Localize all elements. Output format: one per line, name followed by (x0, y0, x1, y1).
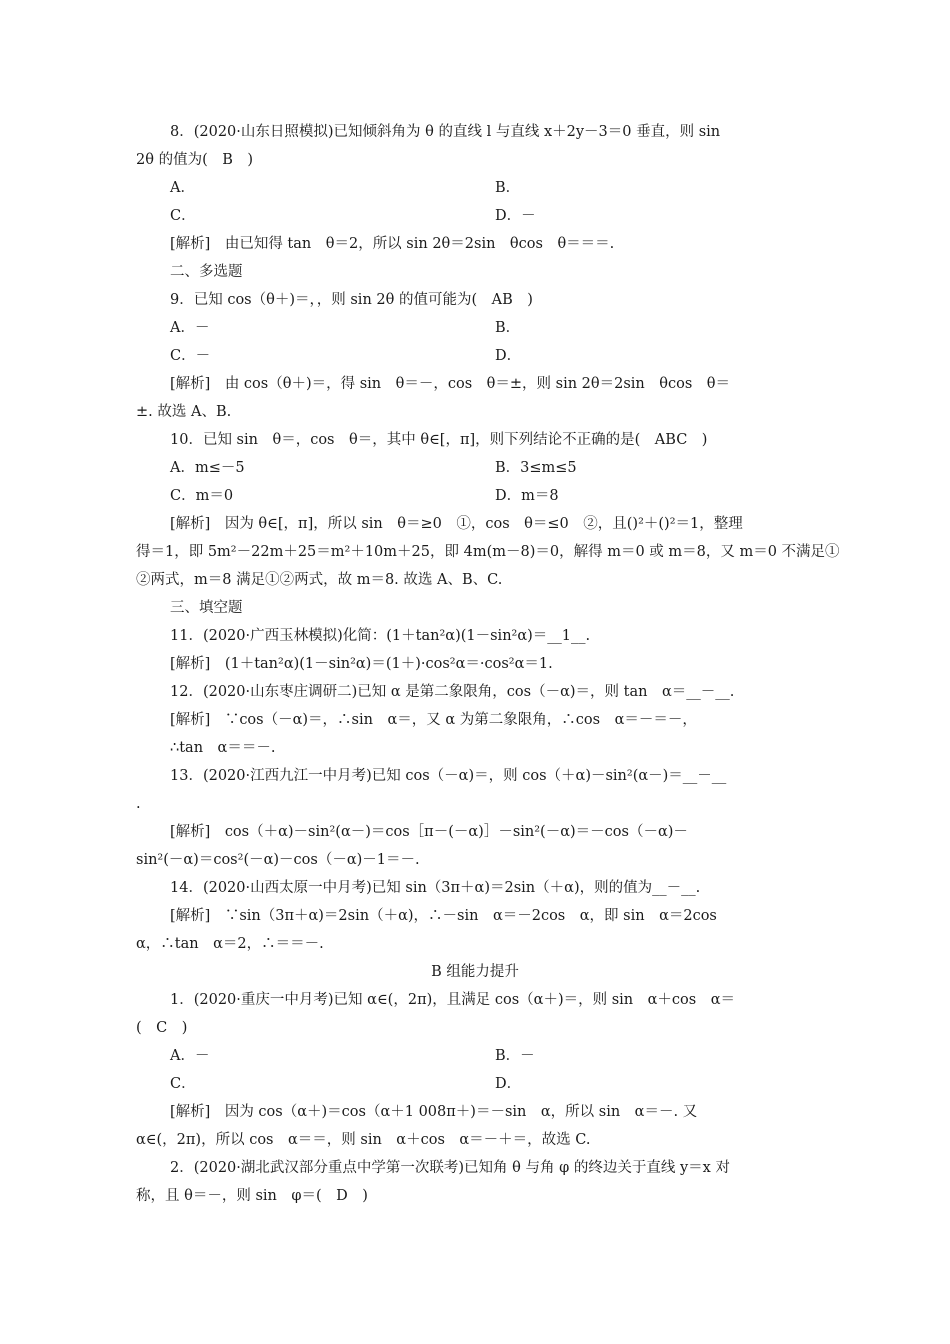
option-c: C． (170, 1076, 196, 1092)
option-b: B．－ (495, 1048, 535, 1064)
option-b: B．3≤m≤5 (495, 460, 577, 476)
section-heading-b: B 组能力提升 (431, 964, 519, 980)
option-d: D． (495, 1076, 522, 1092)
option-a: A．－ (170, 1048, 210, 1064)
option-c: C．m＝0 (170, 488, 234, 504)
option-c: C．－ (170, 348, 211, 364)
option-b: B． (495, 180, 521, 196)
option-d: D．m＝8 (495, 488, 559, 504)
option-a: A．－ (170, 320, 210, 336)
option-a: A．m≤－5 (170, 460, 245, 476)
document-page: 8．(2020·山东日照模拟)已知倾斜角为 θ 的直线 l 与直线 x＋2y－3＝0 垂直，则 sin 2θ 的值为( B ) A． B． C． D．－ [解析] 由已知得 tan θ＝2，所以 sin 2θ＝2sin θcos θ＝＝＝. 二、多选题 9．已知 cos（θ＋)＝，，则 sin 2θ 的值可能为( AB ) A．－ B． C．－ D． [解析] 由 cos（θ＋)＝，得 sin θ＝－，cos θ＝±，则 sin 2θ＝2sin θcos θ＝ ±. 故选 A、B. 10．已知 sin θ＝，cos θ＝，其中 θ∈[，π]，则下列结论不正确的是( ABC ) A．m≤－5 B．3≤m≤5 C．m＝0 D．m＝8 [解析] 因为 θ∈[，π]，所以 sin θ＝≥0 ①，cos θ＝≤0 ②，且()²＋()²＝1，整理 得＝1，即 5m²－22m＋25＝m²＋10m＋25，即 4m(m－8)＝0，解得 m＝0 或 m＝8，又 m＝0 不满足① ②两式，m＝8 满足①②两式，故 m＝8. 故选 A、B、C. 三、填空题 11．(2020·广西玉林模拟)化简：(1＋tan²α)(1－sin²α)＝__1__. [解析] (1＋tan²α)(1－sin²α)＝(1＋)·cos²α＝·cos²α＝1. 12．(2020·山东枣庄调研二)已知 α 是第二象限角，cos（－α)＝，则 tan α＝__－__. [解析] ∵cos（－α)＝，∴sin α＝，又 α 为第二象限角，∴cos α＝－＝－， ∴tan α＝＝－. 13．(2020·江西九江一中月考)已知 cos（－α)＝，则 cos（＋α)－sin²(α－)＝__－__ . [解析] cos（＋α)－sin²(α－)＝cos［π－(－α)］－sin²(－α)＝－cos（－α)－ sin²(－α)＝cos²(－α)－cos（－α)－1＝－. 14．(2020·山西太原一中月考)已知 sin（3π＋α)＝2sin（＋α)，则的值为__－__. [解析] ∵sin（3π＋α)＝2sin（＋α)，∴－sin α＝－2cos α，即 sin α＝2cos α，∴tan α＝2，∴＝＝－. B 组能力提升 1．(2020·重庆一中月考)已知 α∈(，2π)，且满足 cos（α＋)＝，则 sin α＋cos α＝ ( C ) A．－ B．－ C． D． [解析] 因为 cos（α＋)＝cos（α＋1 008π＋)＝－sin α，所以 sin α＝－. 又 α∈(，2π)，所以 cos α＝＝，则 sin α＋cos α＝－＋＝，故选 C. 2．(2020·湖北武汉部分重点中学第一次联考)已知角 θ 与角 φ 的终边关于直线 y＝x 对 称，且 θ＝－，则 sin φ＝( D ) (0, 0, 950, 1344)
option-b: B． (495, 320, 521, 336)
option-c: C． (170, 208, 196, 224)
option-a: A． (170, 180, 195, 196)
option-d: D．－ (495, 208, 536, 224)
option-d: D． (495, 348, 522, 364)
